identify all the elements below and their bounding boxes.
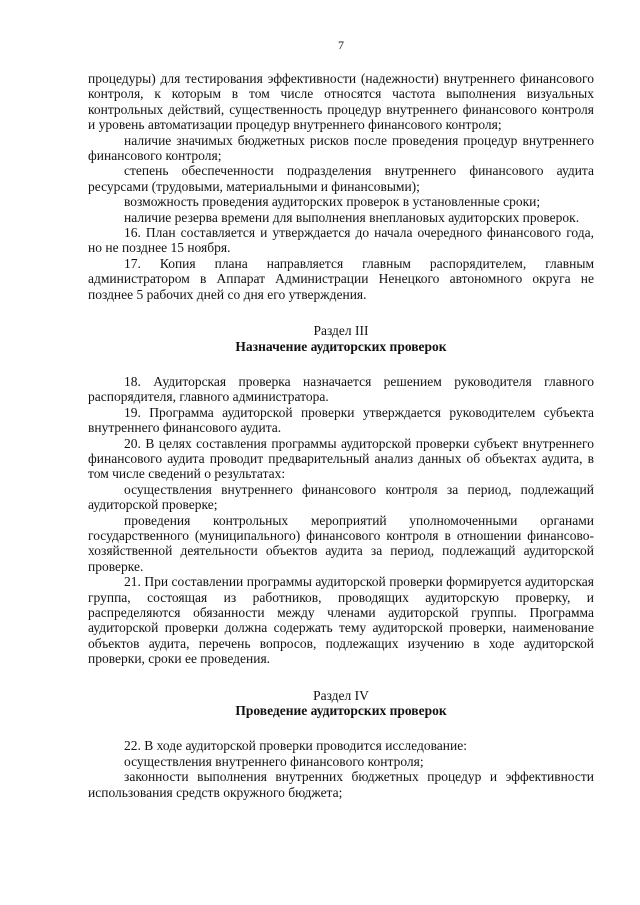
section-3-title: Назначение аудиторских проверок	[235, 338, 447, 354]
paragraph: проведения контрольных мероприятий уполномоченными органами государственного (муниципального) финансового контроля в отношении финансово-хозяйственной деятельности объектов аудита за период, подлежащий аудиторской проверке.	[88, 512, 594, 574]
paragraph-20: 20. В целях составления программы аудиторской проверки субъект внутреннего финансового аудита проводит предварительный анализ данных об объектах аудита, в том числе сведений о результатах:	[88, 435, 594, 482]
paragraph-18: 18. Аудиторская проверка назначается решением руководителя главного распорядителя, главного администратора.	[88, 373, 594, 405]
paragraph-continuation: процедуры) для тестирования эффективности (надежности) внутреннего финансового контроля, к которым в том числе относятся частота выполнения визуальных контрольных действий, существенность процедур внутреннего финансового контроля и уровень автоматизации процедур внутреннего финансового контроля;	[88, 71, 594, 133]
paragraph-16: 16. План составляется и утверждается до начала очередного финансового года, но не позднее 15 ноября.	[88, 225, 594, 256]
section-3-label: Раздел III	[313, 323, 369, 339]
paragraph: законности выполнения внутренних бюджетных процедур и эффективности использования средств окружного бюджета;	[88, 769, 594, 800]
paragraph: наличие резерва времени для выполнения внеплановых аудиторских проверок.	[124, 209, 580, 225]
paragraph: степень обеспеченности подразделения внутреннего финансового аудита ресурсами (трудовыми, материальными и финансовыми);	[88, 163, 594, 194]
paragraph-21: 21. При составлении программы аудиторской проверки формируется аудиторская группа, состоящая из работников, проводящих аудиторскую проверку, и распределяются обязанности между членами аудиторской группы. Программа аудиторской проверки должна содержать тему аудиторской проверки, наименование объектов аудита, перечень вопросов, подлежащих изучению в ходе аудиторской проверки, сроки ее проведения.	[88, 574, 594, 667]
paragraph-19: 19. Программа аудиторской проверки утверждается руководителем субъекта внутреннего финансового аудита.	[88, 404, 594, 436]
paragraph-17: 17. Копия плана направляется главным распорядителем, главным администратором в Аппарат Администрации Ненецкого автономного округа не позднее 5 рабочих дней со дня его утверждения.	[88, 255, 594, 302]
paragraph: возможность проведения аудиторских проверок в установленные сроки;	[124, 194, 541, 210]
document-body	[88, 71, 594, 800]
paragraph: наличие значимых бюджетных рисков после проведения процедур внутреннего финансового контроля;	[88, 132, 594, 164]
section-4-title: Проведение аудиторских проверок	[235, 703, 447, 719]
paragraph: осуществления внутреннего финансового контроля;	[124, 753, 424, 769]
paragraph-22: 22. В ходе аудиторской проверки проводится исследование:	[124, 738, 467, 754]
paragraph: осуществления внутреннего финансового контроля за период, подлежащий аудиторской проверке;	[88, 481, 594, 513]
section-4-label: Раздел IV	[313, 687, 369, 703]
page-number: 7	[338, 38, 344, 52]
